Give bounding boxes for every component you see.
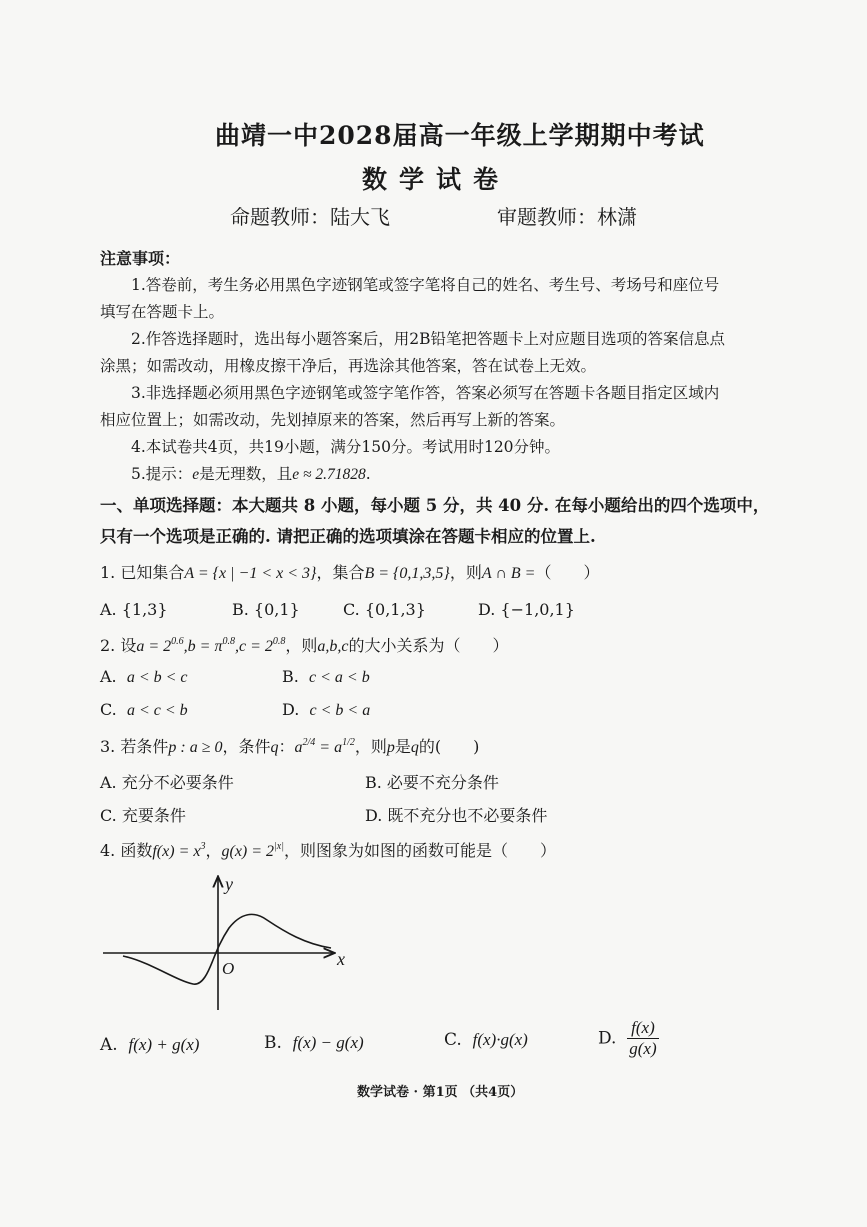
question-4-option-c: C. f(x)·g(x) [444, 1030, 528, 1050]
notice-item-2-cont: 涂黑；如需改动，用橡皮擦干净后，再选涂其他答案，答在试卷上无效。 [100, 357, 597, 375]
question-1-option-c: C. {0,1,3} [343, 600, 426, 619]
page-footer: 数学试卷 · 第1页 （共4页） [357, 1085, 524, 1100]
question-2-stem: 2. 设$a = 2^{0.6},b = \pi^{0.8},c = 2^{0.8}$，则a,b,c的大小关系为（ ） [100, 636, 509, 655]
notice-item-3-cont: 相应位置上；如需改动，先划掉原来的答案，然后再写上新的答案。 [100, 411, 566, 429]
notice-item-2: 2.作答选择题时，选出每小题答案后，用2B铅笔把答题卡上对应题目选项的答案信息点 [131, 330, 726, 348]
notice-item-5: 5.提示：e是无理数，且e ≈ 2.71828. [131, 465, 371, 483]
notice-item-4: 4.本试卷共4页，共19小题，满分150分。考试用时120分钟。 [131, 438, 561, 456]
y-axis-label: y [225, 874, 233, 894]
origin-label: O [222, 959, 235, 978]
exam-subtitle: 数学试卷 [362, 165, 511, 194]
notice-item-1: 1.答卷前，考生务必用黑色字迹钢笔或签字笔将自己的姓名、考生号、考场号和座位号 [131, 276, 720, 294]
question-3-option-d: D. 既不充分也不必要条件 [365, 806, 548, 825]
question-2-option-c: C. a < c < b [100, 700, 188, 719]
x-axis-label: x [337, 949, 345, 969]
question-4-option-a: A. f(x) + g(x) [100, 1035, 200, 1055]
question-1-option-a: A. {1,3} [100, 600, 168, 619]
fraction: $\frac{f(x)}{g(x)}$ [629, 1018, 657, 1058]
question-4-graph [95, 870, 355, 1020]
question-1-option-b: B. {0,1} [232, 600, 300, 619]
question-2-option-d: D. c < b < a [282, 700, 371, 719]
question-4-stem: 4. 函数$f(x) = x^3$，$g(x) = 2^{|x|}$，则图象为如图的函数可能是（ ） [100, 841, 556, 860]
question-3-option-c: C. 充要条件 [100, 806, 186, 825]
question-1-stem: 1. 已知集合A = {x | −1 < x < 3}，集合B = {0,1,3,5}，则A ∩ B =（ ） [100, 563, 600, 582]
question-2-option-b: B. c < a < b [282, 667, 370, 686]
question-4-option-d: D. $\frac{f(x)}{g(x)}$ [598, 1018, 657, 1058]
section-heading-cont: 只有一个选项是正确的. 请把正确的选项填涂在答题卡相应的位置上. [100, 527, 596, 546]
exam-title: 曲靖一中2028届高一年级上学期期中考试 [215, 121, 705, 150]
notice-heading: 注意事项： [100, 249, 181, 268]
question-4-option-b: B. f(x) − g(x) [264, 1033, 364, 1053]
question-setter: 命题教师：陆大飞 [230, 205, 390, 229]
notice-item-3: 3.非选择题必须用黑色字迹钢笔或签字笔作答，答案必须写在答题卡各题目指定区域内 [131, 384, 720, 402]
question-1-option-d: D. {−1,0,1} [478, 600, 575, 619]
question-reviewer: 审题教师：林潇 [497, 205, 637, 229]
question-3-option-b: B. 必要不充分条件 [365, 773, 499, 792]
question-3-option-a: A. 充分不必要条件 [100, 773, 234, 792]
question-3-stem: 3. 若条件p : a ≥ 0，条件q：$a^{2/4} = a^{1/2}$，则p是q的( ) [100, 737, 480, 756]
section-heading: 一、单项选择题：本大题共 8 小题，每小题 5 分，共 40 分. 在每小题给出的四个选项中， [100, 496, 770, 515]
notice-item-1-cont: 填写在答题卡上。 [100, 303, 225, 321]
question-2-option-a: A. a < b < c [100, 667, 188, 686]
